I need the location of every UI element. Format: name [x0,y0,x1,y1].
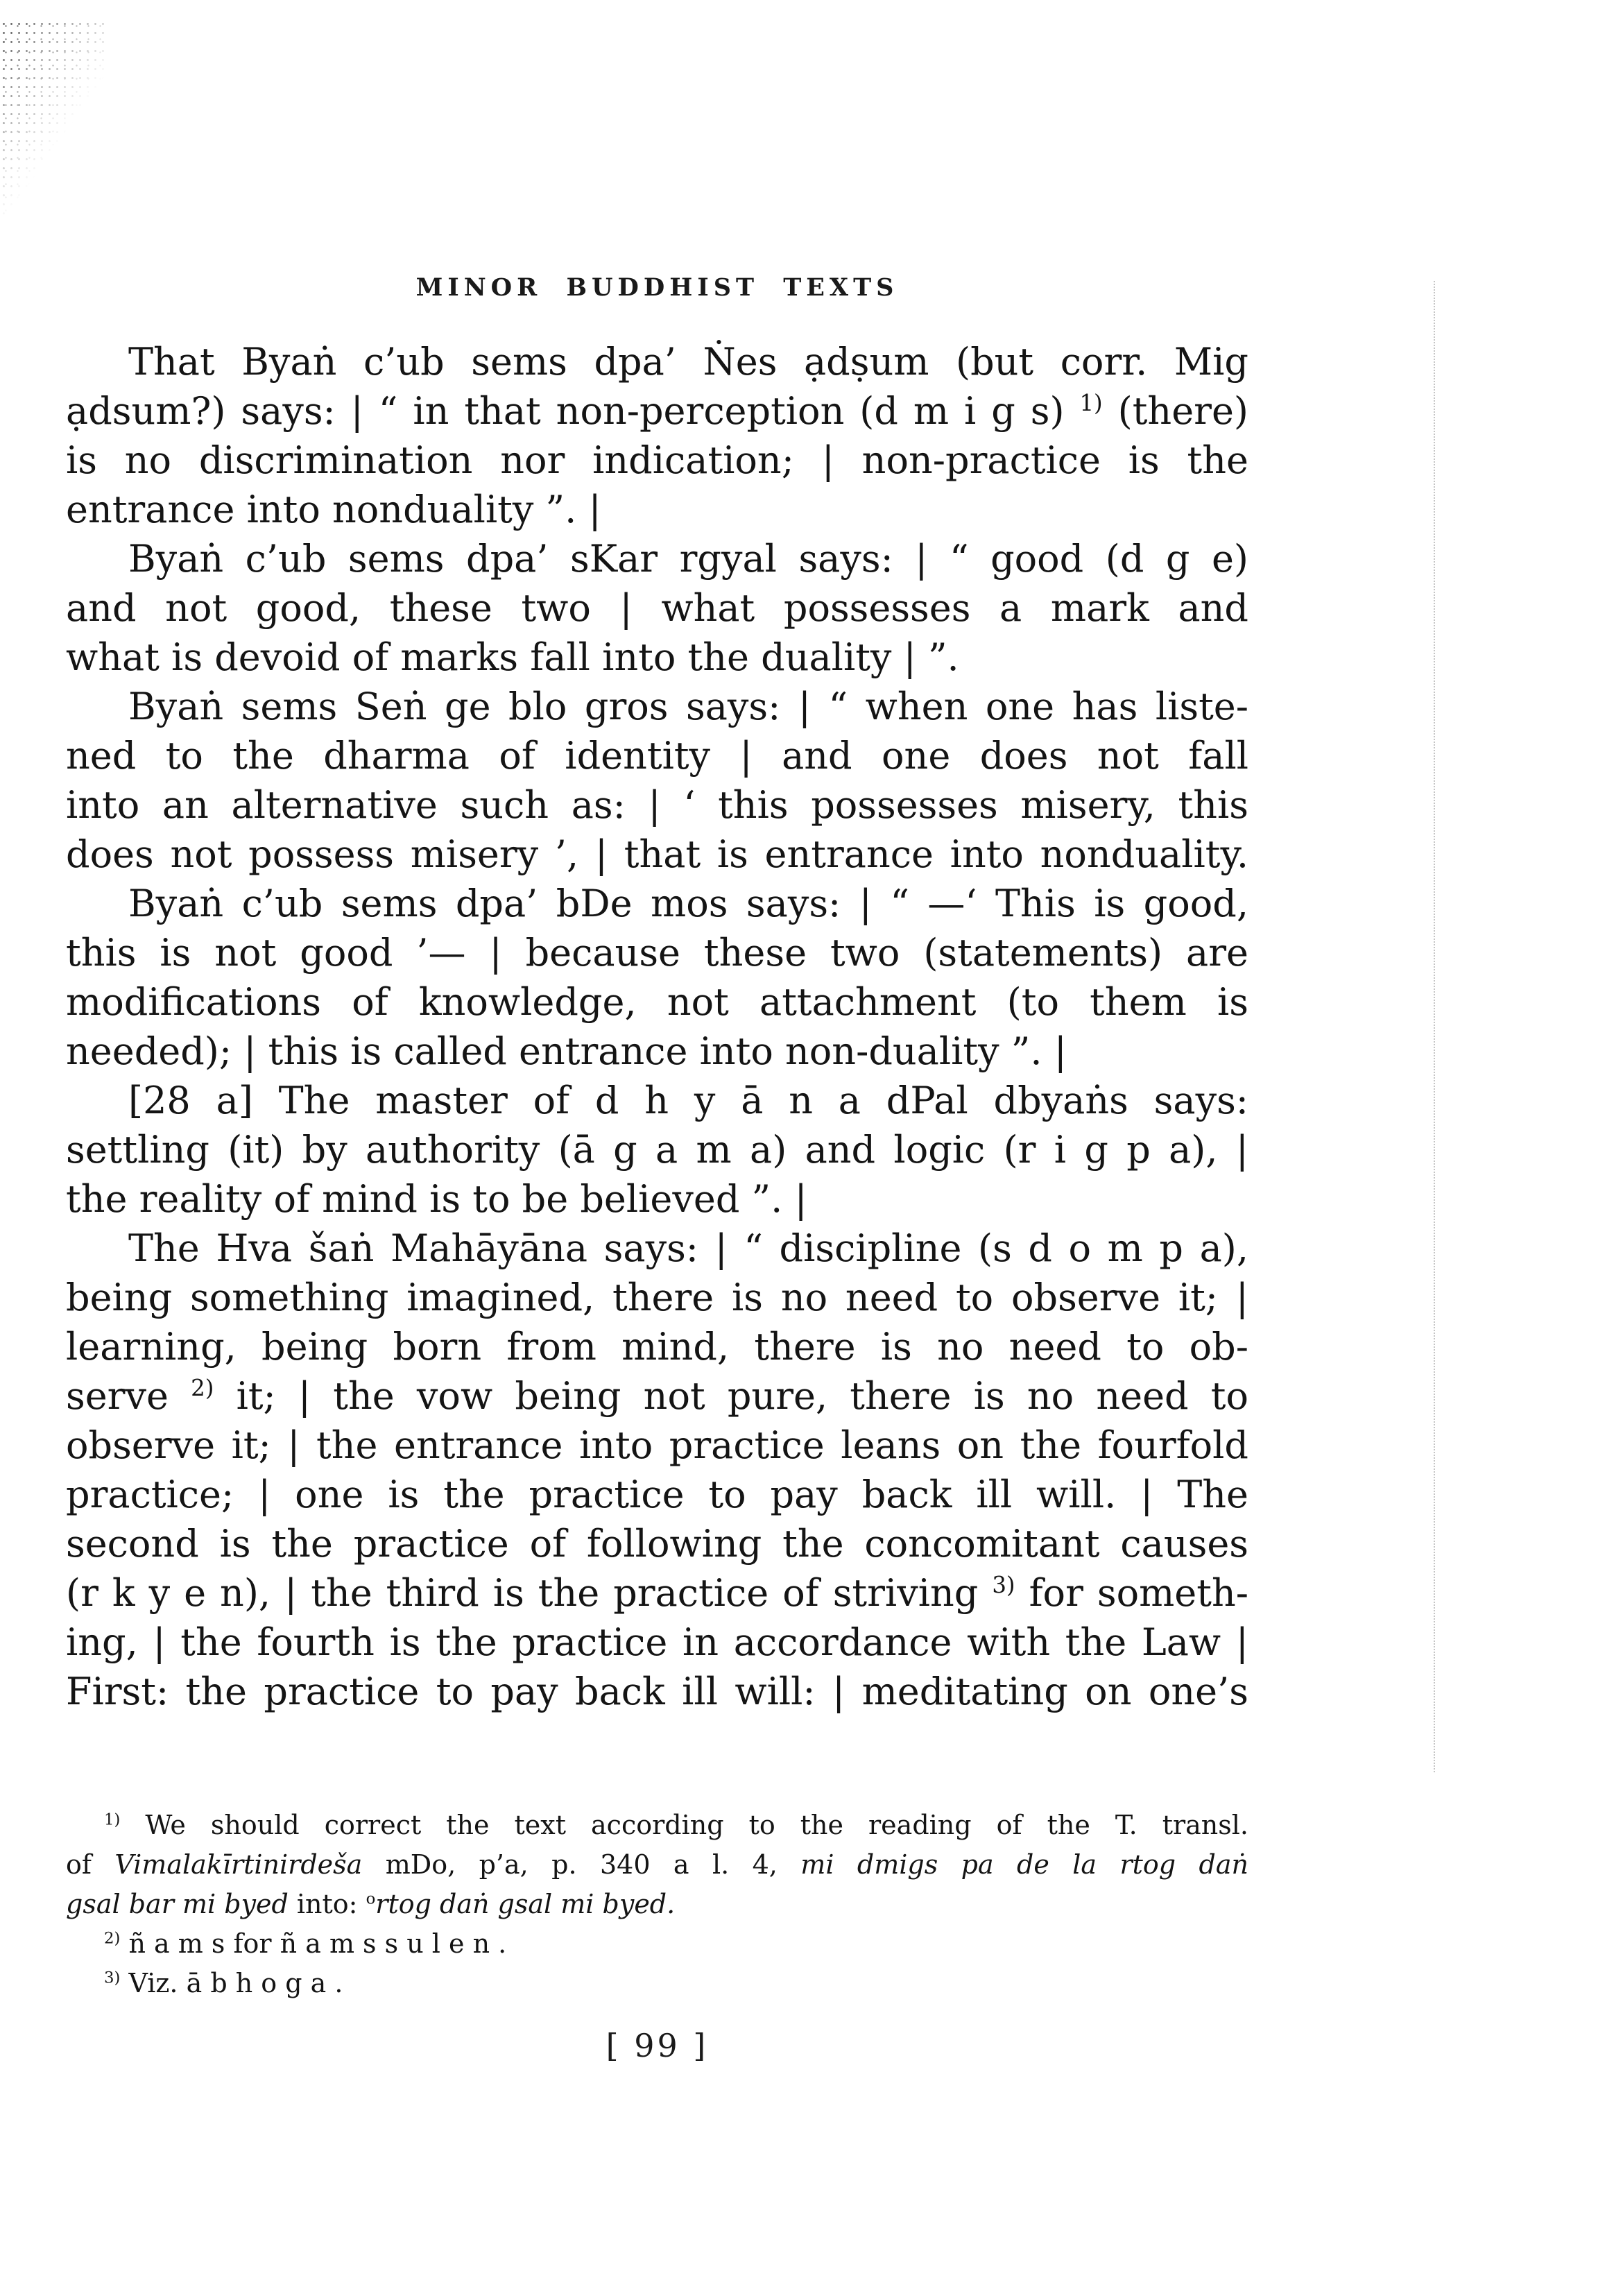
footnote-line: $^{2)}$ ñ a m s for ñ a m s s u l e n . [104,1928,507,1959]
running-head: MINOR BUDDHIST TEXTS [415,273,899,302]
text-line: being something imagined, there is no need to observe it; | [66,1276,1248,1319]
text-line: Byaṅ c’ub sems dpa’ sKar rgyal says: | “ good (d g e) [128,537,1248,581]
text-line: serve $^{2)}$ it; | the vow being not pure, there is no need to [66,1374,1248,1418]
text-line: is no discrimination nor indication; | non-practice is the [66,438,1248,482]
text-line: observe it; | the entrance into practice leans on the fourfold [66,1423,1248,1467]
text-line: ạdsum?) says: | “ in that non-perception (d m i g s) $^{1)}$ (there) [66,389,1248,433]
scan-noise-artifact [0,19,104,248]
text-line: into an alternative such as: | ‘ this possesses misery, this [66,783,1248,827]
text-line: First: the practice to pay back ill will: | meditating on one’s [66,1670,1248,1713]
scan-edge-line [1434,281,1435,1772]
text-line: this is not good ’— | because these two (statements) are [66,931,1248,975]
text-line: ing, | the fourth is the practice in accordance with the Law | [66,1620,1248,1664]
text-line: The Hva šaṅ Mahāyāna says: | “ discipline (s d o m p a), [128,1226,1248,1270]
text-line: learning, being born from mind, there is no need to ob- [66,1325,1248,1369]
page-number: [ 99 ] [606,2027,709,2064]
text-line: modifications of knowledge, not attachment (to them is [66,980,1248,1024]
text-line: and not good, these two | what possesses a mark and [66,586,1248,630]
text-line: (r k y e n), | the third is the practice of striving $^{3)}$ for someth- [66,1571,1248,1615]
text-line: practice; | one is the practice to pay back ill will. | The [66,1473,1248,1516]
footnotes [66,1806,1248,2003]
footnote-line: of Vimalakīrtinirdeša mDo, p’a, p. 340 a l. 4, mi dmigs pa de la rtog daṅ [66,1849,1248,1880]
footnote-line: $^{1)}$ We should correct the text according to the reading of the T. transl. [104,1810,1248,1840]
text-line: does not possess misery ’, | that is entrance into nonduality. [66,832,1248,876]
text-line: [28 a] The master of d h y ā n a dPal dbyaṅs says: [128,1079,1248,1122]
text-line: ned to the dharma of identity | and one does not fall [66,734,1248,778]
text-line: the reality of mind is to be believed ”. | [66,1177,807,1221]
text-line: needed); | this is called entrance into non-duality ”. | [66,1029,1067,1073]
text-line: That Byaṅ c’ub sems dpa’ Ṅes ạdṣum (but corr. Mig [128,340,1248,384]
text-line: entrance into nonduality ”. | [66,488,601,531]
footnote-line: $^{3)}$ Viz. ā b h o g a . [104,1968,343,1998]
footnote-line: gsal bar mi byed into: $^o$rtog daṅ gsal mi byed. [66,1889,676,1919]
text-line: Byaṅ c’ub sems dpa’ bDe mos says: | “ —‘ This is good, [128,882,1248,925]
text-line: Byaṅ sems Seṅ ge blo gros says: | “ when one has liste- [128,685,1248,728]
text-line: what is devoid of marks fall into the duality | ”. [66,635,959,679]
text-line: settling (it) by authority (ā g a m a) and logic (r i g p a), | [66,1128,1248,1172]
body-text [66,337,1248,1716]
text-line: second is the practice of following the concomitant causes [66,1522,1248,1566]
